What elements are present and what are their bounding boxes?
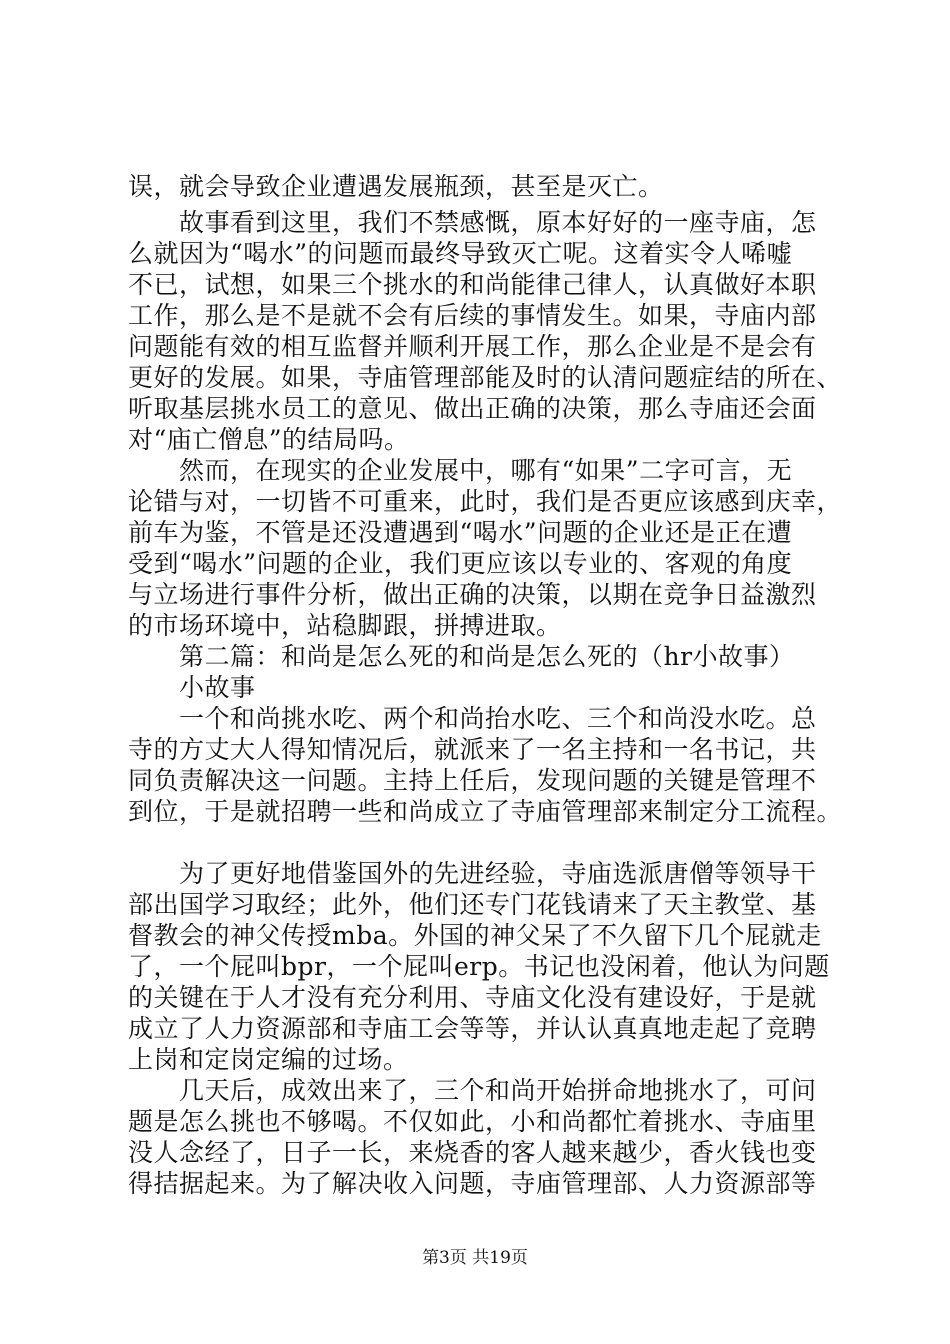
text-line: 然而，在现实的企业发展中，哪有“如果”二字可言，无	[128, 456, 793, 485]
text-line: 几天后，成效出来了，三个和尚开始拼命地挑水了，可问	[128, 1076, 817, 1105]
text-line: 论错与对，一切皆不可重来，此时，我们是否更应该感到庆幸，	[128, 487, 843, 516]
text-line: 对“庙亡僧息”的结局吗。	[128, 425, 410, 454]
section-heading: 第二篇：和尚是怎么死的和尚是怎么死的（hr小故事）	[128, 642, 795, 671]
text-line: 与立场进行事件分析，做出正确的决策，以期在竞争日益激烈	[128, 580, 817, 609]
subheading: 小故事	[128, 673, 256, 702]
text-line: 同负责解决这一问题。主持上任后，发现问题的关键是管理不	[128, 766, 817, 795]
text-line: 问题能有效的相互监督并顺利开展工作，那么企业是不是会有	[128, 332, 817, 361]
text-line: 寺的方丈大人得知情况后，就派来了一名主持和一名书记，共	[128, 735, 817, 764]
text-line: 不已，试想，如果三个挑水的和尚能律己律人，认真做好本职	[128, 270, 817, 299]
text-line: 了，一个屁叫bpr，一个屁叫erp。书记也没闲着，他认为问题	[128, 952, 830, 981]
text-line: 误，就会导致企业遭遇发展瓶颈，甚至是灭亡。	[128, 172, 664, 201]
text-line: 为了更好地借鉴国外的先进经验，寺庙选派唐僧等领导干	[128, 859, 817, 888]
page-number-footer: 第3页 共19页	[422, 1248, 528, 1268]
text-line: 的关键在于人才没有充分利用、寺庙文化没有建设好，于是就	[128, 983, 817, 1012]
text-line: 得拮据起来。为了解决收入问题，寺庙管理部、人力资源部等	[128, 1169, 817, 1198]
text-line: 故事看到这里，我们不禁感慨，原本好好的一座寺庙，怎	[128, 208, 817, 237]
text-line: 没人念经了，日子一长，来烧香的客人越来越少，香火钱也变	[128, 1138, 817, 1167]
text-line: 更好的发展。如果，寺庙管理部能及时的认清问题症结的所在、	[128, 363, 843, 392]
text-line: 受到“喝水”问题的企业，我们更应该以专业的、客观的角度	[128, 549, 793, 578]
text-line: 工作，那么是不是就不会有后续的事情发生。如果，寺庙内部	[128, 301, 817, 330]
text-line: 前车为鉴，不管是还没遭遇到“喝水”问题的企业还是正在遭	[128, 518, 793, 547]
text-line: 么就因为“喝水”的问题而最终导致灭亡呢。这着实令人唏嘘	[128, 239, 793, 268]
text-line: 听取基层挑水员工的意见、做出正确的决策，那么寺庙还会面	[128, 394, 817, 423]
text-line: 上岗和定岗定编的过场。	[128, 1045, 409, 1074]
text-line: 到位，于是就招聘一些和尚成立了寺庙管理部来制定分工流程。	[128, 797, 843, 826]
text-line: 一个和尚挑水吃、两个和尚抬水吃、三个和尚没水吃。总	[128, 704, 817, 733]
text-line: 成立了人力资源部和寺庙工会等等，并认认真真地走起了竞聘	[128, 1014, 817, 1043]
text-line: 题是怎么挑也不够喝。不仅如此，小和尚都忙着挑水、寺庙里	[128, 1107, 817, 1136]
text-line: 的市场环境中，站稳脚跟，拼搏进取。	[128, 611, 562, 640]
text-line: 部出国学习取经；此外，他们还专门花钱请来了天主教堂、基	[128, 890, 817, 919]
text-line: 督教会的神父传授mba。外国的神父呆了不久留下几个屁就走	[128, 921, 822, 950]
